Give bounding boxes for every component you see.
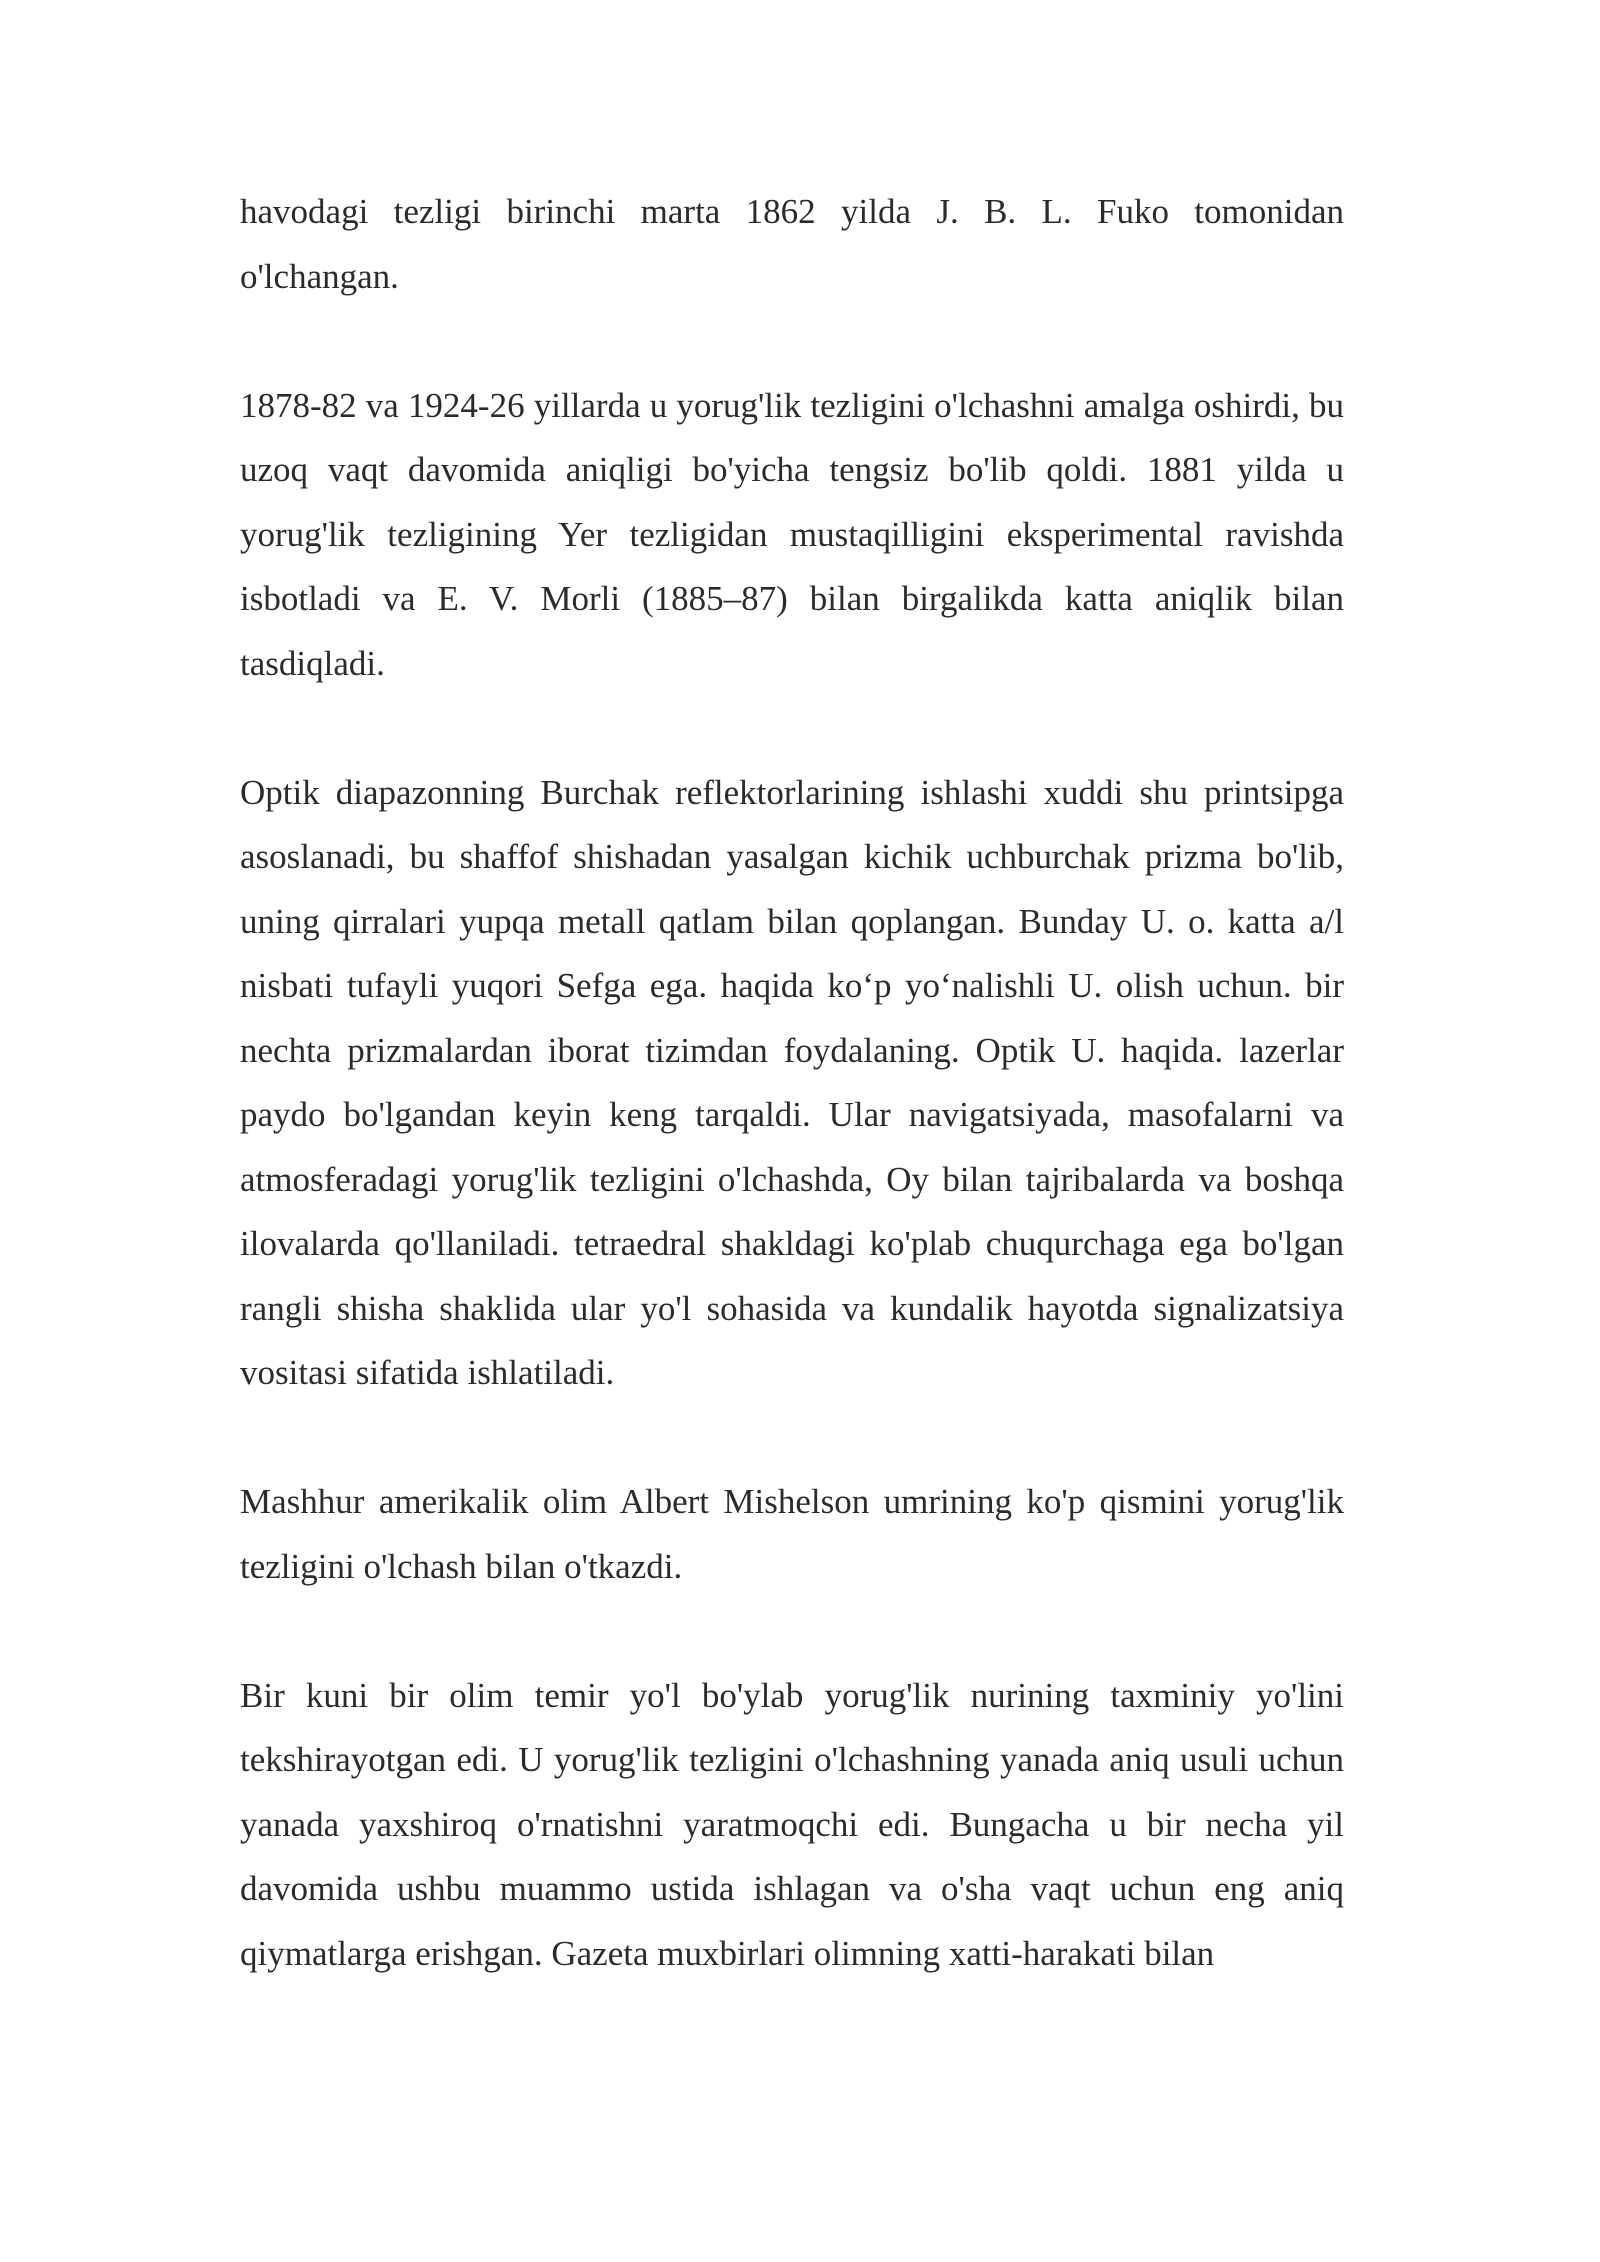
paragraph-michelson: Mashhur amerikalik olim Albert Mishelson umrining ko'p qismini yorug'lik tezligini o'lchash bilan o'tkazdi.: [240, 1482, 1344, 1586]
paragraph-measurements: 1878-82 va 1924-26 yillarda u yorug'lik tezligini o'lchashni amalga oshirdi, bu uzoq vaqt davomida aniqligi bo'yicha tengsiz bo'lib qoldi. 1881 yilda u yorug'lik tezligining Yer tezligidan mustaqilligini eksperimental ravishda isbotladi va E. V. Morli (1885–87) bilan birgalikda katta aniqlik bilan tasdiqladi.: [240, 385, 1344, 683]
paragraph-railway-experiment: Bir kuni bir olim temir yo'l bo'ylab yorug'lik nurining taxminiy yo'lini tekshirayotgan edi. U yorug'lik tezligini o'lchashning yanada aniq usuli uchun yanada yaxshiroq o'rnatishni yaratmoqchi edi. Bungacha u bir necha yil davomida ushbu muammo ustida ishlagan va o'sha vaqt uchun eng aniq qiymatlarga erishgan. Gazeta muxbirlari olimning xatti-harakati bilan: [240, 1675, 1344, 1973]
paragraph-fuko: havodagi tezligi birinchi marta 1862 yilda J. B. L. Fuko tomonidan o'lchangan.: [240, 192, 1344, 296]
document-body: [240, 180, 1344, 2051]
paragraph-corner-reflectors: Optik diapazonning Burchak reflektorlarining ishlashi xuddi shu printsipga asoslanadi, bu shaffof shishadan yasalgan kichik uchburchak prizma bo'lib, uning qirralari yupqa metall qatlam bilan qoplangan. Bunday U. o. katta a/l nisbati tufayli yuqori Sefga ega. haqida ko‘p yo‘nalishli U. olish uchun. bir nechta prizmalardan iborat tizimdan foydalaning. Optik U. haqida. lazerlar paydo bo'lgandan keyin keng tarqaldi. Ular navigatsiyada, masofalarni va atmosferadagi yorug'lik tezligini o'lchashda, Oy bilan tajribalarda va boshqa ilovalarda qo'llaniladi. tetraedral shakldagi ko'plab chuqurchaga ega bo'lgan rangli shisha shaklida ular yo'l sohasida va kundalik hayotda signalizatsiya vositasi sifatida ishlatiladi.: [240, 772, 1344, 1392]
